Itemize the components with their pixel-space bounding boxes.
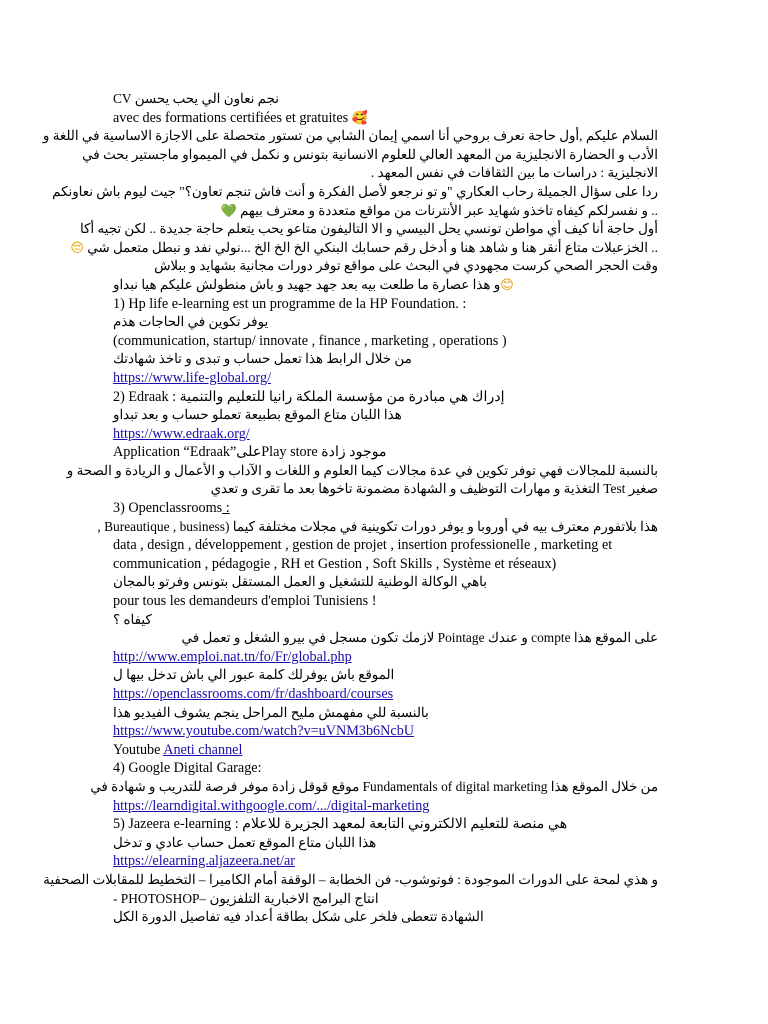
smiling-face-with-hearts-icon: 🥰 [351, 110, 368, 126]
life-global-link[interactable]: https://www.life-global.org/ [113, 369, 272, 386]
edraak-link[interactable]: https://www.edraak.org/ [113, 425, 250, 442]
section-heading: 2) Edraak : إدراك هي مبادرة من مؤسسة الملكة رانيا للتعليم والتنمية [113, 388, 505, 405]
text-line: صغير Test التغذية و مهارات التوظيف و الشهادة مضمونة تاخوها بعد ما تقرى و تعدي [210, 481, 658, 497]
text-line: avec des formations certifiées et gratuites 🥰 [113, 109, 368, 126]
link-line [113, 797, 658, 816]
text-line: يوفر تكوين في الحاجات هذم [113, 314, 269, 330]
text-line: هذا اللبان متاع الموقع بطبيعة تعملو حساب و بعد تبداو [113, 407, 402, 423]
section-heading: 5) Jazeera e-learning : هي منصة للتعليم الالكتروني التابعة لمعهد الجزيرة للاعلام [113, 816, 568, 833]
link-line [113, 722, 658, 741]
text-line: pour tous les demandeurs d'emploi Tunisiens ! [113, 593, 377, 610]
text-line: Youtube Aneti channel [113, 741, 243, 758]
openclassrooms-link[interactable]: https://openclassrooms.com/fr/dashboard/courses [113, 686, 394, 702]
text-line: CV نجم نعاون الي يحب يحسن [113, 91, 279, 106]
text-line: السلام عليكم ,أول حاجة نعرف بروحي أنا اسمي إيمان الشابي من تستور متحصلة على الاجازة الاساسية في اللغة و [42, 128, 658, 144]
text-line: كيفاه ؟ [113, 611, 152, 627]
text-line: بالنسبة للي مفهمش مليح المراحل ينجم يشوف الفيديو هذا [113, 704, 429, 720]
document-body [42, 90, 658, 927]
text-line: هذا بلاتفورم معترف بيه في أوروبا و يوفر دورات تكوينية في مجلات مختلفة كيما (Bureautique , business , [97, 518, 658, 534]
text-line: data , design , développement , gestion de projet , insertion professionelle , marketing et [113, 537, 613, 554]
text-line: - PHOTOSHOP– انتاج البرامج الاخبارية التلفزيون [113, 890, 379, 906]
link-line [113, 369, 658, 388]
text-line: 😊و هذا عصارة ما طلعت بيه بعد جهد جهيد و باش منطولش عليكم هيا نبداو [113, 276, 514, 293]
link-line [113, 685, 658, 704]
link-line [113, 648, 658, 667]
section-heading: 3) Openclassrooms : [113, 500, 230, 517]
section-heading: 4) Google Digital Garage: [113, 760, 262, 777]
aneti-channel-link[interactable]: Aneti channel [163, 741, 243, 758]
pensive-face-icon: 😔 [70, 240, 84, 256]
text-line: باهي الوكالة الوطنية للتشغيل و العمل المستقل بتونس وفرتو بالمجان [113, 574, 487, 590]
text-line: الأدب و الحضارة الانجليزية من المعهد العالي للعلوم الانسانية بتونس و نكمل في الميمواو ماجستير بحث في [82, 146, 658, 162]
smiling-face-icon: 😊 [500, 277, 514, 293]
text-line: .. و نفسرلكم كيفاه تاخذو شهايد عبر الأنترنات من مواقع متعددة و معترف بيهم 💚 [220, 202, 658, 219]
link-line [113, 425, 658, 444]
text-line: من خلال الرابط هذا تعمل حساب و تبدى و تاخذ شهادتك [113, 351, 412, 367]
text-line: communication , pédagogie , RH et Gestion , Soft Skills , Système et réseaux) [113, 555, 557, 572]
emploi-nat-link[interactable]: http://www.emploi.nat.tn/fo/Fr/global.php [113, 648, 352, 665]
text-line: (communication, startup/ innovate , finance , marketing , operations ) [113, 332, 507, 349]
youtube-video-link[interactable]: https://www.youtube.com/watch?v=uVNM3b6NcbU [113, 723, 415, 740]
text-line: الموقع باش يوفرلك كلمة عبور الي باش تدخل بيها ل [113, 667, 395, 683]
text-line: الشهادة تتعطى فلخر على شكل بطاقة أعداد فيه تفاصيل الدورة الكل [113, 909, 484, 925]
text-line: .. الخزعبلات متاع أنقر هنا و شاهد هنا و أدخل رقم حسابك البنكي الخ الخ الخ ...نولي نفد و نبطل متعمل شي 😔 [70, 239, 658, 256]
aljazeera-elearning-link[interactable]: https://elearning.aljazeera.net/ar [113, 853, 295, 870]
text-line: وقت الحجر الصحي كرست مجهودي في البحث على مواقع توفر دورات مجانية بشهايد و ببلاش [154, 258, 658, 274]
text-line: ردا على سؤال الجميلة رحاب العكاري "و تو نرجعو لأصل الفكرة و أنت فاش تنجم تعاون؟" جيت ليوم باش نعاونكم [52, 183, 658, 199]
text-line: على الموقع هذا compte و عندك Pointage لازمك تكون مسجل في بيرو الشغل و تعمل في [181, 630, 658, 646]
text-line: Application “Edraak”علىPlay store موجود زادة [113, 444, 387, 461]
text-line: و هذي لمحة على الدورات الموجودة : فوتوشوب- فن الخطابة – الوقفة أمام الكاميرا – التخطيط للمقابلات الصحفية [43, 871, 658, 887]
text-line: من خلال الموقع هذا Fundamentals of digital marketing موقع قوقل زادة موفر فرصة للتدريب و شهادة في [90, 778, 658, 794]
text-line: الانجليزية : دراسات ما بين الثقافات في نفس المعهد . [370, 165, 658, 181]
green-heart-icon: 💚 [220, 203, 237, 219]
text-line: بالنسبة للمجالات فهي توفر تكوين في عدة مجالات كيما العلوم و اللغات و الآداب و الأعمال و الريادة و الصحة و [66, 462, 658, 478]
link-line [113, 852, 658, 871]
section-heading: 1) Hp life e-learning est un programme de la HP Foundation. : [113, 295, 467, 312]
learndigital-link[interactable]: https://learndigital.withgoogle.com/.../digital-marketing [113, 797, 430, 814]
text-line: أول حاجة أنا كيف أي مواطن تونسي يحل البيسي و الا التاليفون متاعو يحب يتعلم حاجة جديدة .. لكن تجيه أكا [79, 221, 658, 237]
text-line: هذا اللبان متاع الموقع تعمل حساب عادي و تدخل [113, 834, 377, 850]
